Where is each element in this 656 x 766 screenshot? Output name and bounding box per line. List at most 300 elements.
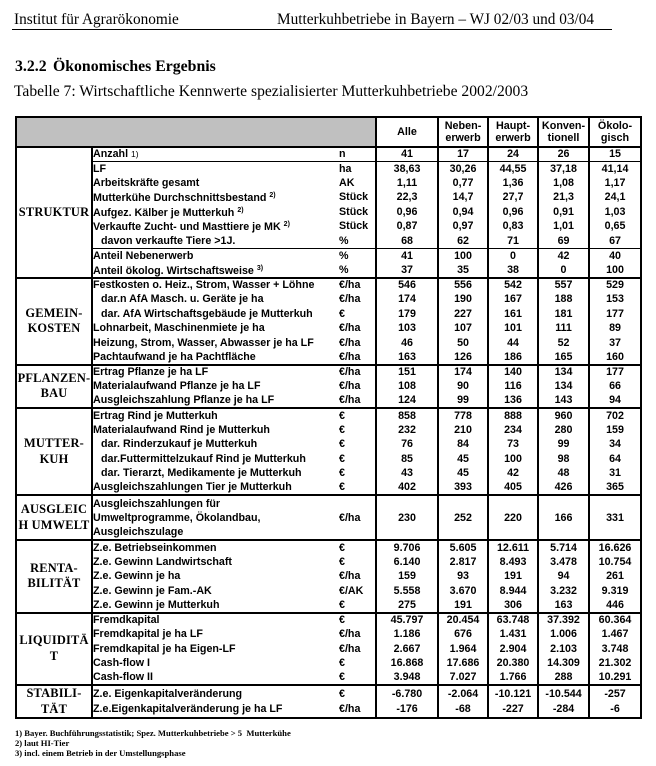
row-label-cell	[92, 147, 339, 161]
value-cell-konventionell: 48	[538, 466, 589, 481]
value-cell-konventionell: 163	[538, 598, 589, 613]
table-row	[16, 613, 641, 628]
value-cell-haupterwerb: 44,55	[488, 161, 538, 176]
column-header-line: Konven-	[541, 119, 586, 132]
value-cell-nebenerwerb: 174	[438, 365, 488, 380]
value-cell-konventionell: 1.006	[538, 627, 589, 642]
category-label-line: STABILI-	[26, 686, 82, 700]
table-row	[16, 423, 641, 438]
row-label-cell	[92, 569, 339, 584]
row-label: Ertrag Rind je Mutterkuh	[93, 409, 218, 422]
value-cell-konventionell: 1,08	[538, 176, 589, 191]
value-cell-alle: 85	[376, 452, 438, 467]
table-row	[16, 379, 641, 394]
row-label: Z.e. Betriebseinkommen	[93, 541, 217, 554]
category-label-cell	[16, 495, 92, 540]
value-cell-nebenerwerb: 210	[438, 423, 488, 438]
footnote-marker: 2)	[283, 221, 290, 229]
row-label-cell	[92, 627, 339, 642]
value-cell-nebenerwerb: 778	[438, 408, 488, 423]
column-header-line: erwerb	[495, 132, 531, 144]
value-cell-konventionell: 134	[538, 379, 589, 394]
value-cell-haupterwerb: 542	[488, 278, 538, 293]
value-cell-oekologisch: 1,17	[589, 176, 641, 191]
value-cell-nebenerwerb: 93	[438, 569, 488, 584]
table-row	[16, 584, 641, 599]
value-cell-alle: 124	[376, 394, 438, 409]
value-cell-nebenerwerb: 0,77	[438, 176, 488, 191]
category-label-line: BILITÄT	[27, 576, 81, 591]
value-cell-konventionell: 37,18	[538, 161, 589, 176]
row-label: Anteil ökolog. Wirtschaftsweise	[93, 264, 254, 277]
value-cell-oekologisch: 160	[589, 350, 641, 365]
value-cell-nebenerwerb: 227	[438, 307, 488, 322]
row-label-cell	[92, 495, 339, 540]
value-cell-nebenerwerb: -68	[438, 702, 488, 719]
value-cell-alle: 174	[376, 292, 438, 307]
row-label: Fremdkapital	[93, 614, 160, 627]
table-body	[16, 147, 641, 718]
section-title	[15, 58, 216, 76]
value-cell-konventionell: 0,91	[538, 205, 589, 220]
value-cell-konventionell: -10.544	[538, 685, 589, 702]
row-label-cell	[92, 481, 339, 496]
value-cell-nebenerwerb: 556	[438, 278, 488, 293]
value-cell-nebenerwerb: 1.964	[438, 642, 488, 657]
category-label-line: TÄT	[40, 701, 68, 716]
row-label-cell	[92, 321, 339, 336]
row-unit-cell: €/ha	[339, 394, 361, 407]
row-unit-cell: €	[339, 423, 345, 436]
table-row	[16, 365, 641, 380]
row-label: Cash-flow II	[93, 671, 153, 684]
row-unit-cell: €	[339, 307, 345, 320]
table-row	[16, 702, 641, 719]
value-cell-alle: 402	[376, 481, 438, 496]
value-cell-oekologisch: 0,65	[589, 219, 641, 234]
row-label-cell	[92, 598, 339, 613]
value-cell-nebenerwerb: 393	[438, 481, 488, 496]
page-header-institute: Institut für Agrarökonomie	[14, 11, 179, 28]
value-cell-nebenerwerb: 99	[438, 394, 488, 409]
row-unit-cell: €	[339, 613, 376, 628]
page-header-report-title: Mutterkuhbetriebe in Bayern – WJ 02/03 und 03/04	[277, 11, 595, 28]
value-cell-nebenerwerb: 17.686	[438, 656, 488, 671]
value-cell-haupterwerb: 24	[488, 147, 538, 161]
value-cell-oekologisch: 21.302	[589, 656, 641, 671]
row-unit-cell: %	[339, 263, 349, 276]
value-cell-konventionell: 69	[538, 234, 589, 249]
value-cell-alle: 76	[376, 437, 438, 452]
value-cell-nebenerwerb: 45	[438, 452, 488, 467]
value-cell-haupterwerb: 306	[488, 598, 538, 613]
value-cell-konventionell: 426	[538, 481, 589, 496]
value-cell-alle: 46	[376, 336, 438, 351]
row-unit-cell: €	[339, 481, 345, 494]
row-label: Ausgleichszahlungen Tier je Mutterkuh	[93, 481, 292, 494]
value-cell-haupterwerb: 44	[488, 336, 538, 351]
row-unit-cell: €/ha	[339, 703, 361, 716]
value-cell-konventionell: 98	[538, 452, 589, 467]
row-label: Lohnarbeit, Maschinenmiete je ha	[93, 322, 265, 335]
category-label-line: T	[49, 648, 59, 663]
footnote-2: 2) laut HI-Tier	[15, 738, 70, 749]
value-cell-konventionell: 181	[538, 307, 589, 322]
value-cell-haupterwerb: 63.748	[488, 613, 538, 628]
value-cell-nebenerwerb: 126	[438, 350, 488, 365]
table-row	[16, 263, 641, 278]
value-cell-haupterwerb: 405	[488, 481, 538, 496]
row-unit-cell: €	[339, 452, 345, 465]
row-label-cell	[92, 379, 339, 394]
value-cell-nebenerwerb: 62	[438, 234, 488, 249]
table-row	[16, 569, 641, 584]
value-cell-alle: 151	[376, 365, 438, 380]
value-cell-oekologisch: 702	[589, 408, 641, 423]
section-number: 3.2.2	[15, 58, 47, 75]
footnote-marker: 2)	[269, 192, 276, 200]
value-cell-oekologisch: 41,14	[589, 161, 641, 176]
row-label-cell	[92, 702, 339, 719]
value-cell-konventionell: 143	[538, 394, 589, 409]
column-header-oekologisch	[589, 117, 641, 147]
row-label: Z.e. Gewinn je Mutterkuh	[93, 598, 220, 611]
value-cell-alle: 2.667	[376, 642, 438, 657]
row-unit-cell: €/ha	[339, 495, 376, 540]
row-label-cell	[92, 656, 339, 671]
row-label-cell	[92, 205, 339, 220]
value-cell-nebenerwerb: 7.027	[438, 671, 488, 686]
value-cell-oekologisch: 365	[589, 481, 641, 496]
table-row	[16, 394, 641, 409]
table-row	[16, 598, 641, 613]
column-header-line: Haupt-	[495, 119, 531, 132]
table-row	[16, 205, 641, 220]
value-cell-alle: 38,63	[376, 161, 438, 176]
value-cell-haupterwerb: 42	[488, 466, 538, 481]
value-cell-konventionell: 26	[538, 147, 589, 161]
value-cell-oekologisch: 261	[589, 569, 641, 584]
footnote-marker: 1)	[131, 149, 139, 160]
value-cell-konventionell: 165	[538, 350, 589, 365]
row-label-cell	[92, 555, 339, 570]
row-label-cell	[92, 161, 339, 176]
row-label-cell	[92, 423, 339, 438]
value-cell-alle: 275	[376, 598, 438, 613]
row-label-cell	[92, 540, 339, 555]
value-cell-alle: 1,11	[376, 176, 438, 191]
category-label-cell	[16, 613, 92, 686]
row-label-cell	[92, 234, 339, 249]
row-label: Z.e. Gewinn je ha	[93, 570, 181, 583]
row-unit-cell: €/ha	[339, 293, 361, 306]
value-cell-konventionell: 960	[538, 408, 589, 423]
value-cell-konventionell: 280	[538, 423, 589, 438]
value-cell-oekologisch: 89	[589, 321, 641, 336]
category-label-line: H UMWELT	[18, 517, 90, 532]
value-cell-haupterwerb: 8.944	[488, 584, 538, 599]
value-cell-haupterwerb: 1,36	[488, 176, 538, 191]
value-cell-haupterwerb: 167	[488, 292, 538, 307]
row-label: Heizung, Strom, Wasser, Abwasser je ha LF	[93, 336, 314, 349]
row-unit-cell: €/ha	[339, 350, 361, 363]
row-label-cell	[92, 437, 339, 452]
value-cell-haupterwerb: 71	[488, 234, 538, 249]
row-label-cell	[92, 263, 339, 278]
value-cell-oekologisch: 1,03	[589, 205, 641, 220]
value-cell-haupterwerb: 234	[488, 423, 538, 438]
category-label-line: STRUKTUR	[18, 204, 90, 219]
value-cell-konventionell: 42	[538, 248, 589, 263]
value-cell-alle: 858	[376, 408, 438, 423]
value-cell-haupterwerb: 186	[488, 350, 538, 365]
table-row	[16, 292, 641, 307]
value-cell-oekologisch: 24,1	[589, 190, 641, 205]
value-cell-haupterwerb: 136	[488, 394, 538, 409]
value-cell-konventionell: 21,3	[538, 190, 589, 205]
value-cell-haupterwerb: 101	[488, 321, 538, 336]
value-cell-konventionell: 2.103	[538, 642, 589, 657]
value-cell-haupterwerb: 12.611	[488, 540, 538, 555]
value-cell-konventionell: 557	[538, 278, 589, 293]
table-header-row	[16, 117, 641, 147]
value-cell-haupterwerb: -227	[488, 702, 538, 719]
value-cell-konventionell: 3.232	[538, 584, 589, 599]
value-cell-alle: 0,87	[376, 219, 438, 234]
row-label-cell	[92, 584, 339, 599]
row-label-line: Ausgleichszulage	[93, 525, 184, 538]
value-cell-nebenerwerb: 45	[438, 466, 488, 481]
value-cell-oekologisch: 3.748	[589, 642, 641, 657]
value-cell-alle: 68	[376, 234, 438, 249]
value-cell-konventionell: 1,01	[538, 219, 589, 234]
table-row	[16, 656, 641, 671]
footnotes	[15, 728, 291, 759]
row-unit-cell: ha	[339, 162, 352, 175]
value-cell-nebenerwerb: 5.605	[438, 540, 488, 555]
value-cell-konventionell: 188	[538, 292, 589, 307]
row-label: Arbeitskräfte gesamt	[93, 176, 200, 189]
value-cell-alle: 16.868	[376, 656, 438, 671]
row-label: Ausgleichszahlung Pflanze je ha LF	[93, 394, 275, 407]
value-cell-haupterwerb: 20.380	[488, 656, 538, 671]
column-header-konventionell	[538, 117, 589, 147]
value-cell-oekologisch: 31	[589, 466, 641, 481]
row-unit-cell: €/ha	[339, 365, 376, 380]
category-label-line: AUSGLEIC	[20, 502, 88, 516]
row-label: dar. Rinderzukauf je Mutterkuh	[101, 438, 258, 451]
column-header-line: gisch	[600, 132, 630, 144]
category-label-line: LIQUIDITÄ	[19, 633, 89, 648]
row-unit-cell: AK	[339, 176, 355, 189]
table-row	[16, 190, 641, 205]
category-label-cell	[16, 278, 92, 365]
row-label: Fremdkapital je ha Eigen-LF	[93, 642, 236, 655]
value-cell-alle: 232	[376, 423, 438, 438]
value-cell-konventionell: 37.392	[538, 613, 589, 628]
value-cell-nebenerwerb: 3.670	[438, 584, 488, 599]
value-cell-nebenerwerb: 14,7	[438, 190, 488, 205]
value-cell-haupterwerb: 2.904	[488, 642, 538, 657]
value-cell-haupterwerb: 0	[488, 248, 538, 263]
table-row	[16, 555, 641, 570]
value-cell-oekologisch: 9.319	[589, 584, 641, 599]
column-header-line: Ökolo-	[597, 119, 633, 132]
value-cell-nebenerwerb: 35	[438, 263, 488, 278]
value-cell-alle: 108	[376, 379, 438, 394]
row-label: dar. AfA Wirtschaftsgebäude je Mutterkuh	[101, 307, 313, 320]
value-cell-nebenerwerb: 107	[438, 321, 488, 336]
value-cell-oekologisch: 37	[589, 336, 641, 351]
value-cell-alle: 9.706	[376, 540, 438, 555]
value-cell-haupterwerb: 38	[488, 263, 538, 278]
value-cell-nebenerwerb: 30,26	[438, 161, 488, 176]
value-cell-oekologisch: -6	[589, 702, 641, 719]
row-unit-cell: €/ha	[339, 322, 361, 335]
value-cell-nebenerwerb: 252	[438, 495, 488, 540]
row-label-cell	[92, 671, 339, 686]
row-unit-cell: €/ha	[339, 570, 361, 583]
value-cell-oekologisch: 446	[589, 598, 641, 613]
kennwerte-table	[15, 116, 642, 719]
value-cell-nebenerwerb: 84	[438, 437, 488, 452]
value-cell-oekologisch: 10.291	[589, 671, 641, 686]
row-label-cell	[92, 466, 339, 481]
value-cell-haupterwerb: 1.431	[488, 627, 538, 642]
value-cell-haupterwerb: 1.766	[488, 671, 538, 686]
table-row	[16, 466, 641, 481]
value-cell-oekologisch: 16.626	[589, 540, 641, 555]
value-cell-haupterwerb: 0,83	[488, 219, 538, 234]
value-cell-oekologisch: 331	[589, 495, 641, 540]
table-row	[16, 248, 641, 263]
value-cell-haupterwerb: 191	[488, 569, 538, 584]
value-cell-alle: 3.948	[376, 671, 438, 686]
value-cell-oekologisch: 159	[589, 423, 641, 438]
table-row	[16, 408, 641, 423]
row-label-cell	[92, 394, 339, 409]
value-cell-haupterwerb: 8.493	[488, 555, 538, 570]
value-cell-alle: 163	[376, 350, 438, 365]
value-cell-oekologisch: 60.364	[589, 613, 641, 628]
row-unit-cell: %	[339, 234, 376, 249]
table-row	[16, 336, 641, 351]
table-row	[16, 307, 641, 322]
value-cell-haupterwerb: 27,7	[488, 190, 538, 205]
category-label-line: PFLANZEN-	[17, 370, 91, 385]
row-label: Materialaufwand Rind je Mutterkuh	[93, 423, 270, 436]
table-row	[16, 452, 641, 467]
value-cell-alle: 546	[376, 278, 438, 293]
column-header-alle	[376, 117, 438, 147]
category-label-cell	[16, 147, 92, 278]
value-cell-konventionell: 0	[538, 263, 589, 278]
value-cell-oekologisch: 529	[589, 278, 641, 293]
footnote-marker: 2)	[237, 206, 244, 214]
row-unit-cell: €	[339, 657, 345, 670]
value-cell-haupterwerb: -10.121	[488, 685, 538, 702]
value-cell-haupterwerb: 116	[488, 379, 538, 394]
table-row	[16, 481, 641, 496]
value-cell-nebenerwerb: 2.817	[438, 555, 488, 570]
value-cell-nebenerwerb: 20.454	[438, 613, 488, 628]
table-row	[16, 278, 641, 293]
row-unit-cell: €	[339, 671, 345, 684]
value-cell-oekologisch: 177	[589, 307, 641, 322]
row-unit-cell: €/AK	[339, 584, 364, 597]
row-unit-cell: €	[339, 467, 345, 480]
row-label-cell	[92, 350, 339, 365]
value-cell-haupterwerb: 0,96	[488, 205, 538, 220]
row-label-cell	[92, 365, 339, 380]
row-unit-cell: €	[339, 540, 376, 555]
category-label-line: RENTA-	[30, 560, 78, 575]
row-label-cell	[92, 176, 339, 191]
column-header-nebenerwerb	[438, 117, 488, 147]
section-heading: Ökonomisches Ergebnis	[52, 58, 216, 75]
column-header-line: tionell	[547, 132, 580, 144]
header-blank-cell	[16, 117, 376, 147]
category-label-cell	[16, 365, 92, 409]
value-cell-nebenerwerb: 0,94	[438, 205, 488, 220]
category-label-line: KUH	[39, 451, 69, 466]
table-row	[16, 161, 641, 176]
value-cell-konventionell: 288	[538, 671, 589, 686]
table-row	[16, 540, 641, 555]
table-row	[16, 234, 641, 249]
value-cell-nebenerwerb: 100	[438, 248, 488, 263]
value-cell-alle: 5.558	[376, 584, 438, 599]
row-label: Materialaufwand Pflanze je ha LF	[93, 380, 261, 393]
table-row	[16, 350, 641, 365]
row-unit-cell: €/ha	[339, 380, 361, 393]
value-cell-alle: 41	[376, 248, 438, 263]
row-unit-cell: €/ha	[339, 336, 361, 349]
value-cell-alle: 0,96	[376, 205, 438, 220]
value-cell-nebenerwerb: -2.064	[438, 685, 488, 702]
row-label-cell	[92, 292, 339, 307]
category-label-cell	[16, 408, 92, 495]
row-label: davon verkaufte Tiere >1J.	[101, 234, 236, 247]
value-cell-haupterwerb: 100	[488, 452, 538, 467]
table-row	[16, 642, 641, 657]
column-header-line: Neben-	[444, 119, 482, 132]
category-label-cell	[16, 540, 92, 613]
category-label-line: KOSTEN	[27, 321, 81, 335]
value-cell-oekologisch: 94	[589, 394, 641, 409]
row-unit-cell: %	[339, 249, 349, 262]
value-cell-nebenerwerb: 50	[438, 336, 488, 351]
row-label: Z.e. Gewinn je Fam.-AK	[93, 584, 212, 597]
row-label-cell	[92, 219, 339, 234]
value-cell-nebenerwerb: 190	[438, 292, 488, 307]
row-unit-cell: Stück	[339, 191, 369, 204]
value-cell-oekologisch: -257	[589, 685, 641, 702]
value-cell-nebenerwerb: 17	[438, 147, 488, 161]
value-cell-oekologisch: 100	[589, 263, 641, 278]
table-row	[16, 321, 641, 336]
row-label: LF	[93, 162, 107, 175]
row-label-line: Ausgleichszahlungen für	[93, 497, 221, 510]
table-row	[16, 437, 641, 452]
column-header-haupterwerb	[488, 117, 538, 147]
row-unit-cell: €/ha	[339, 642, 361, 655]
value-cell-konventionell: 166	[538, 495, 589, 540]
row-label: Z.e. Eigenkapitalveränderung	[93, 687, 243, 700]
value-cell-haupterwerb: 73	[488, 437, 538, 452]
table-row	[16, 219, 641, 234]
value-cell-konventionell: 134	[538, 365, 589, 380]
